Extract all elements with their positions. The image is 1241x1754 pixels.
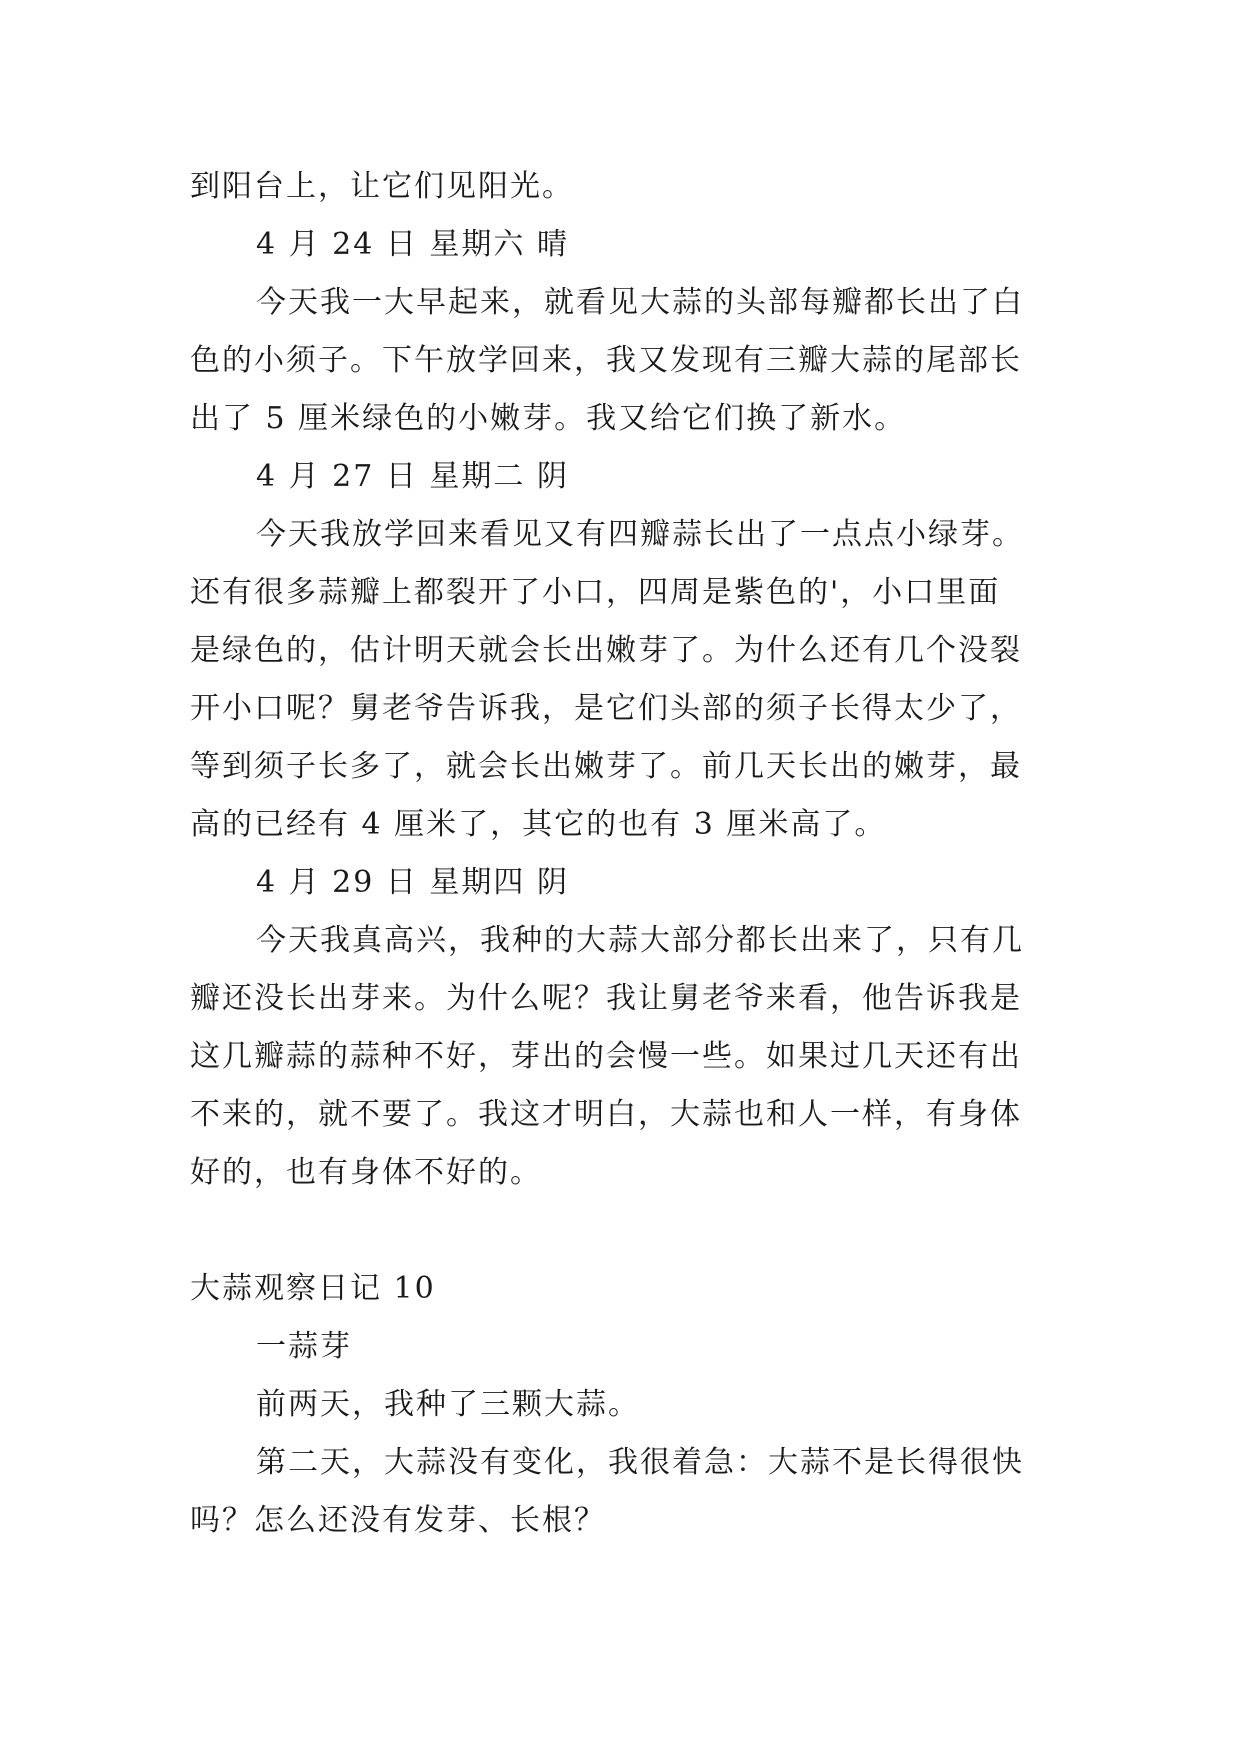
diary-date-heading: 4 月 27 日 星期二 阴 — [256, 459, 569, 494]
paragraph-line: 高的已经有 4 厘米了，其它的也有 3 厘米高了。 — [190, 807, 887, 842]
paragraph-line: 瓣还没长出芽来。为什么呢？我让舅老爷来看，他告诉我是 — [190, 981, 1022, 1016]
paragraph-line: 今天我真高兴，我种的大蒜大部分都长出来了，只有几 — [256, 923, 1024, 958]
paragraph-line: 色的小须子。下午放学回来，我又发现有三瓣大蒜的尾部长 — [190, 343, 1022, 378]
document-body — [190, 158, 1070, 1550]
diary-date-heading: 4 月 24 日 星期六 晴 — [256, 227, 569, 262]
paragraph-line: 等到须子长多了，就会长出嫩芽了。前几天长出的嫩芽，最 — [190, 749, 1022, 784]
paragraph-line: 这几瓣蒜的蒜种不好，芽出的会慢一些。如果过几天还有出 — [190, 1039, 1022, 1074]
paragraph-line: 不来的，就不要了。我这才明白，大蒜也和人一样，有身体 — [190, 1097, 1022, 1132]
paragraph-line: 出了 5 厘米绿色的小嫩芽。我又给它们换了新水。 — [190, 401, 907, 436]
paragraph-line: 前两天，我种了三颗大蒜。 — [256, 1387, 640, 1422]
paragraph-line: 开小口呢？舅老爷告诉我，是它们头部的须子长得太少了， — [190, 691, 1022, 726]
paragraph-line: 今天我放学回来看见又有四瓣蒜长出了一点点小绿芽。 — [256, 517, 1024, 552]
paragraph-line: 今天我一大早起来，就看见大蒜的头部每瓣都长出了白 — [256, 285, 1024, 320]
paragraph-line: 吗？怎么还没有发芽、长根？ — [190, 1503, 606, 1538]
paragraph-line: 第二天，大蒜没有变化，我很着急：大蒜不是长得很快 — [256, 1445, 1024, 1480]
paragraph-line: 好的，也有身体不好的。 — [190, 1155, 542, 1190]
paragraph-line: 到阳台上，让它们见阳光。 — [190, 169, 574, 204]
blank-line — [190, 1202, 1070, 1260]
paragraph-line: 是绿色的，估计明天就会长出嫩芽了。为什么还有几个没裂 — [190, 633, 1022, 668]
paragraph-line: 还有很多蒜瓣上都裂开了小口，四周是紫色的'，小口里面 — [190, 575, 1001, 610]
section-title: 大蒜观察日记 10 — [190, 1271, 436, 1306]
diary-date-heading: 4 月 29 日 星期四 阴 — [256, 865, 569, 900]
subsection-heading: 一蒜芽 — [256, 1329, 352, 1364]
